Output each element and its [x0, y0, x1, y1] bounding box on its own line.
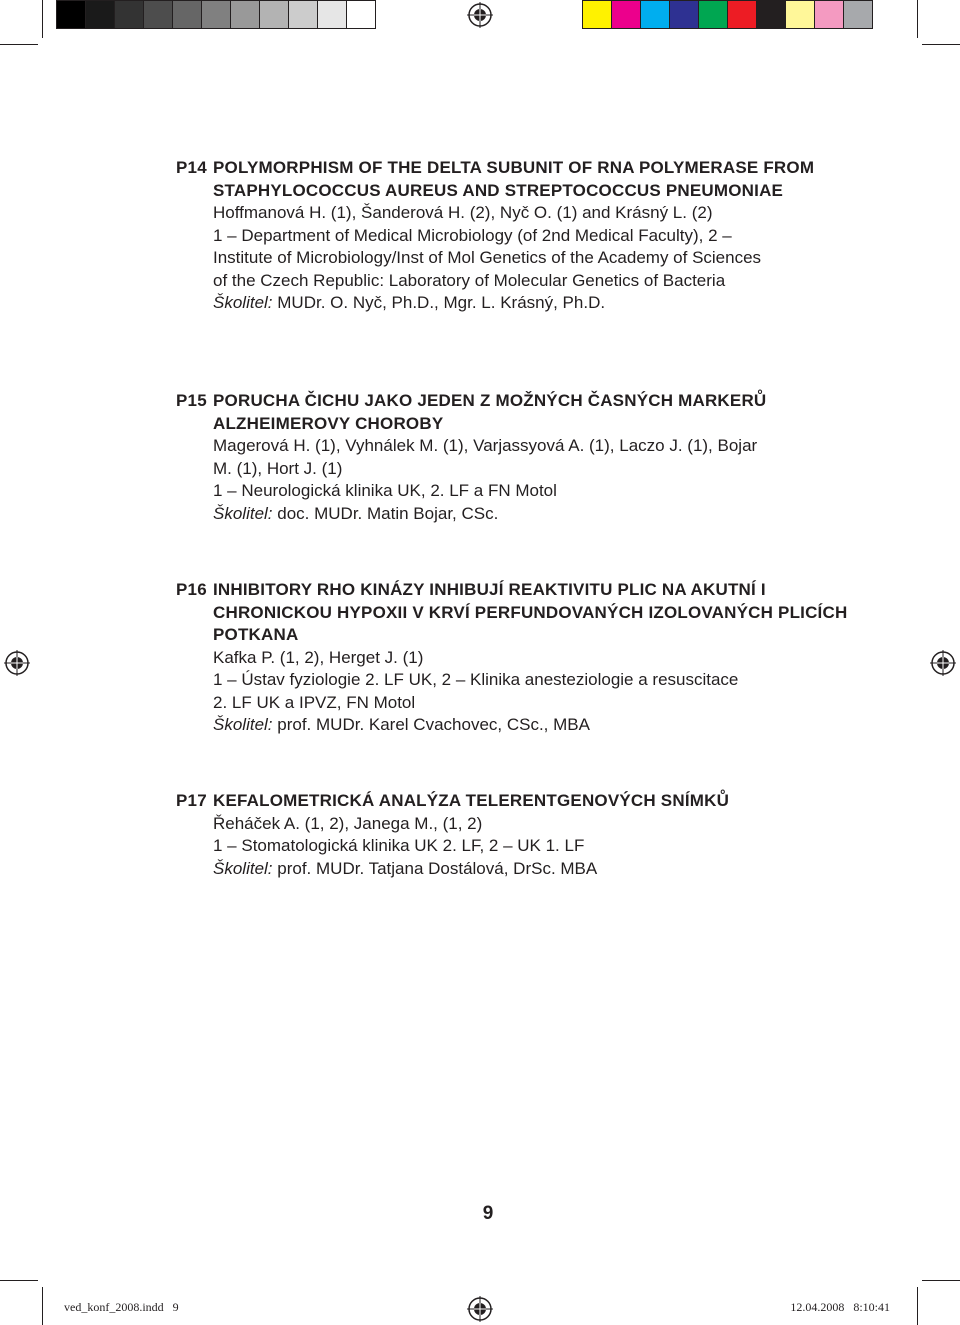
color-swatch: [727, 0, 757, 29]
entry-code: P17: [176, 791, 207, 810]
entry-authors: Řeháček A. (1, 2), Janega M., (1, 2): [213, 813, 483, 833]
entry-title: [176, 390, 856, 435]
color-swatch: [201, 0, 231, 29]
supervisor-name: doc. MUDr. Matin Bojar, CSc.: [277, 503, 499, 523]
entry-code: P16: [176, 580, 207, 599]
crop-mark: [0, 1280, 38, 1281]
color-swatch: [230, 0, 260, 29]
slug-datetime: 12.04.2008 8:10:41: [790, 1300, 890, 1314]
color-swatch: [669, 0, 699, 29]
entry-affiliation-line: 2. LF UK a IPVZ, FN Motol: [213, 692, 416, 712]
entry-affiliation-line: Institute of Microbiology/Inst of Mol Genetics of the Academy of Sciences: [213, 248, 762, 267]
abstract-entry-p17: [176, 790, 856, 880]
registration-target-icon: [467, 2, 493, 28]
entry-code: P15: [176, 391, 207, 410]
entry-authors: M. (1), Hort J. (1): [213, 458, 343, 478]
entry-supervisor: [213, 858, 856, 881]
crop-mark: [917, 0, 918, 38]
registration-target-icon: [467, 1296, 493, 1322]
entry-affiliation-line: of the Czech Republic: Laboratory of Molecular Genetics of Bacteria: [213, 270, 726, 290]
grayscale-color-bar: [56, 0, 375, 30]
color-swatch: [698, 0, 728, 29]
crop-mark: [42, 1287, 43, 1325]
entry-authors: Magerová H. (1), Vyhnálek M. (1), Varjassyová A. (1), Laczo J. (1), Bojar: [213, 436, 758, 455]
supervisor-name: prof. MUDr. Tatjana Dostálová, DrSc. MBA: [277, 858, 598, 878]
entry-affiliation-line: 1 – Neurologická klinika UK, 2. LF a FN Motol: [213, 481, 557, 500]
crop-mark: [922, 44, 960, 45]
crop-mark: [42, 0, 43, 38]
entry-supervisor: [213, 503, 856, 526]
registration-target-icon: [4, 650, 30, 676]
entry-authors: Hoffmanová H. (1), Šanderová H. (2), Nyč O. (1) and Krásný L. (2): [213, 203, 713, 222]
page-number: 9: [482, 1203, 494, 1224]
color-swatch: [85, 0, 115, 29]
abstract-entry-p16: [176, 579, 856, 737]
entry-affiliation-line: 1 – Stomatologická klinika UK 2. LF, 2 – UK 1. LF: [213, 836, 585, 855]
crop-mark: [0, 44, 38, 45]
process-color-bar: [582, 0, 872, 30]
color-swatch: [143, 0, 173, 29]
abstract-entry-p14: [176, 157, 856, 315]
entry-affiliation-line: 1 – Department of Medical Microbiology (of 2nd Medical Faculty), 2 –: [213, 225, 732, 245]
entry-title-text: PORUCHA ČICHU JAKO JEDEN Z MOŽNÝCH ČASNÝCH MARKERŮ ALZHEIMEROVY CHOROBY: [213, 391, 767, 433]
entry-title: [176, 157, 856, 202]
supervisor-label: Školitel:: [213, 293, 273, 312]
color-swatch: [785, 0, 815, 29]
supervisor-label: Školitel:: [213, 858, 273, 878]
supervisor-label: Školitel:: [213, 715, 273, 734]
color-swatch: [814, 0, 844, 29]
registration-target-icon: [930, 650, 956, 676]
color-swatch: [56, 0, 86, 29]
color-swatch: [756, 0, 786, 29]
color-swatch: [640, 0, 670, 29]
color-swatch: [172, 0, 202, 29]
slug-filename: ved_konf_2008.indd 9: [64, 1300, 179, 1314]
entry-code: P14: [176, 158, 207, 177]
entry-affiliation-line: 1 – Ústav fyziologie 2. LF UK, 2 – Klinika anesteziologie a resuscitace: [213, 670, 739, 689]
color-swatch: [582, 0, 612, 29]
supervisor-label: Školitel:: [213, 503, 273, 523]
crop-mark: [922, 1280, 960, 1281]
entry-title-text: INHIBITORY RHO KINÁZY INHIBUJÍ REAKTIVITU PLIC NA AKUTNÍ I CHRONICKOU HYPOXII V KRVÍ PERFUNDOVANÝCH IZOLOVANÝCH PLICÍCH POTKANA: [213, 580, 848, 644]
color-swatch: [317, 0, 347, 29]
color-swatch: [346, 0, 376, 29]
supervisor-name: MUDr. O. Nyč, Ph.D., Mgr. L. Krásný, Ph.D.: [277, 293, 606, 312]
crop-mark: [917, 1287, 918, 1325]
entry-supervisor: [213, 292, 856, 315]
color-swatch: [611, 0, 641, 29]
entry-title-text: KEFALOMETRICKÁ ANALÝZA TELERENTGENOVÝCH SNÍMKŮ: [213, 791, 730, 810]
entry-title: [176, 579, 856, 647]
supervisor-name: prof. MUDr. Karel Cvachovec, CSc., MBA: [277, 715, 590, 734]
entry-authors: Kafka P. (1, 2), Herget J. (1): [213, 647, 424, 667]
entry-title-text: POLYMORPHISM OF THE DELTA SUBUNIT OF RNA POLYMERASE FROM STAPHYLOCOCCUS AUREUS AND STREPTOCOCCUS PNEUMONIAE: [213, 158, 815, 200]
color-swatch: [288, 0, 318, 29]
color-swatch: [843, 0, 873, 29]
color-swatch: [259, 0, 289, 29]
entry-supervisor: [213, 714, 856, 737]
color-swatch: [114, 0, 144, 29]
entry-title: [176, 790, 856, 813]
abstract-entry-p15: [176, 390, 856, 525]
